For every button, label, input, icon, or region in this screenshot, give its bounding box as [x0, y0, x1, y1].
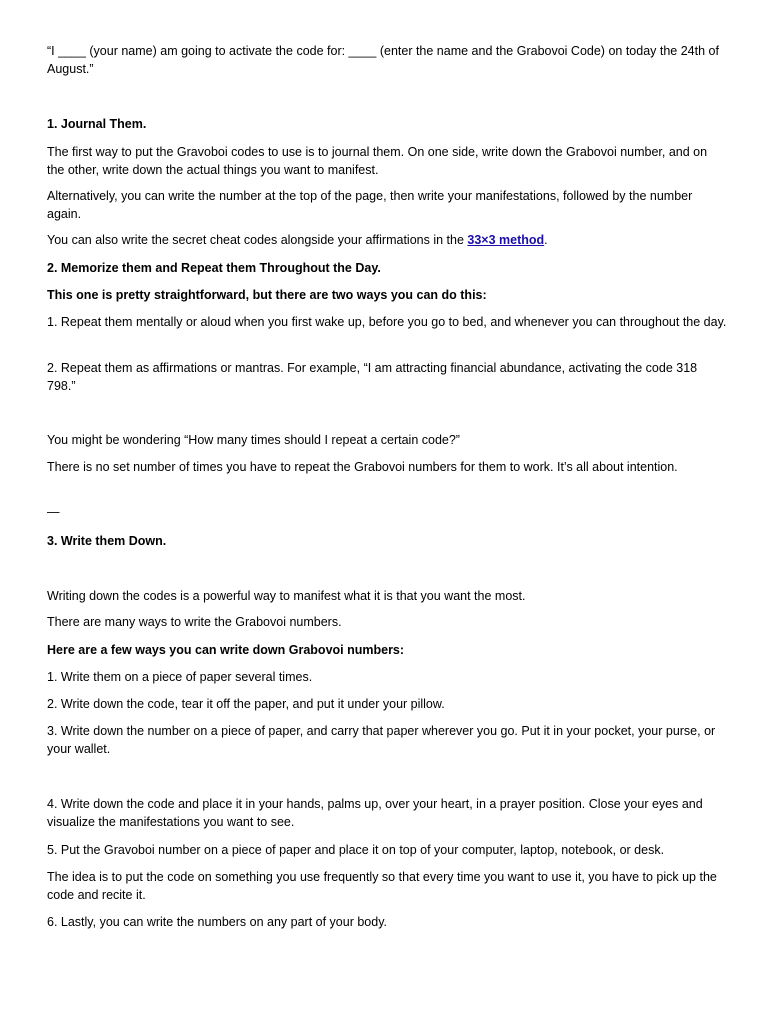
- section3-heading: 3. Write them Down.: [47, 534, 167, 548]
- section3-item-3: 3. Write down the number on a piece of paper, and carry that paper wherever you go. Put it in your pocket, your purse, or your wallet.: [47, 724, 716, 756]
- section1-paragraph-2: Alternatively, you can write the number at the top of the page, then write your manifestations, followed by the number again.: [47, 189, 693, 221]
- section2-question: You might be wondering “How many times should I repeat a certain code?”: [47, 433, 460, 447]
- section3-lead: Here are a few ways you can write down Grabovoi numbers:: [47, 643, 405, 657]
- section1-paragraph-1: The first way to put the Gravoboi codes to use is to journal them. On one side, write down the Grabovoi number, and on the other, write down the actual things you want to manifest.: [47, 145, 708, 177]
- section1-paragraph-3-text: You can also write the secret cheat codes alongside your affirmations in the: [47, 233, 468, 247]
- section3-idea: The idea is to put the code on something you use frequently so that every time you want to use it, you have to pick up the code and recite it.: [47, 870, 717, 902]
- section3-paragraph-2: There are many ways to write the Grabovoi numbers.: [47, 615, 342, 629]
- section2-answer: There is no set number of times you have to repeat the Grabovoi numbers for them to work. It’s all about intention.: [47, 460, 678, 474]
- method-33x3-link[interactable]: 33×3 method: [467, 233, 545, 247]
- intro-quote: “I ____ (your name) am going to activate the code for: ____ (enter the name and the Grabovoi Code) on today the 24th of August.”: [47, 44, 719, 76]
- section2-heading: 2. Memorize them and Repeat them Throughout the Day.: [47, 261, 381, 275]
- section1-paragraph-3-end: .: [544, 233, 548, 247]
- section2-lead: This one is pretty straightforward, but there are two ways you can do this:: [47, 288, 487, 302]
- section3-item-2: 2. Write down the code, tear it off the paper, and put it under your pillow.: [47, 697, 445, 711]
- section3-item-4: 4. Write down the code and place it in your hands, palms up, over your heart, in a prayer position. Close your eyes and visualize the manifestations you want to see.: [47, 797, 703, 829]
- section3-paragraph-1: Writing down the codes is a powerful way to manifest what it is that you want the most.: [47, 589, 526, 603]
- separator: —: [47, 505, 60, 519]
- section2-item-1: 1. Repeat them mentally or aloud when you first wake up, before you go to bed, and whenever you can throughout the day.: [47, 315, 727, 329]
- section1-heading: 1. Journal Them.: [47, 117, 147, 131]
- section3-item-5: 5. Put the Gravoboi number on a piece of paper and place it on top of your computer, laptop, notebook, or desk.: [47, 843, 665, 857]
- section3-item-1: 1. Write them on a piece of paper several times.: [47, 670, 313, 684]
- section2-item-2: 2. Repeat them as affirmations or mantras. For example, “I am attracting financial abundance, activating the code 318 798.”: [47, 361, 698, 393]
- section1-paragraph-3: [47, 231, 727, 249]
- section3-item-6: 6. Lastly, you can write the numbers on any part of your body.: [47, 915, 387, 929]
